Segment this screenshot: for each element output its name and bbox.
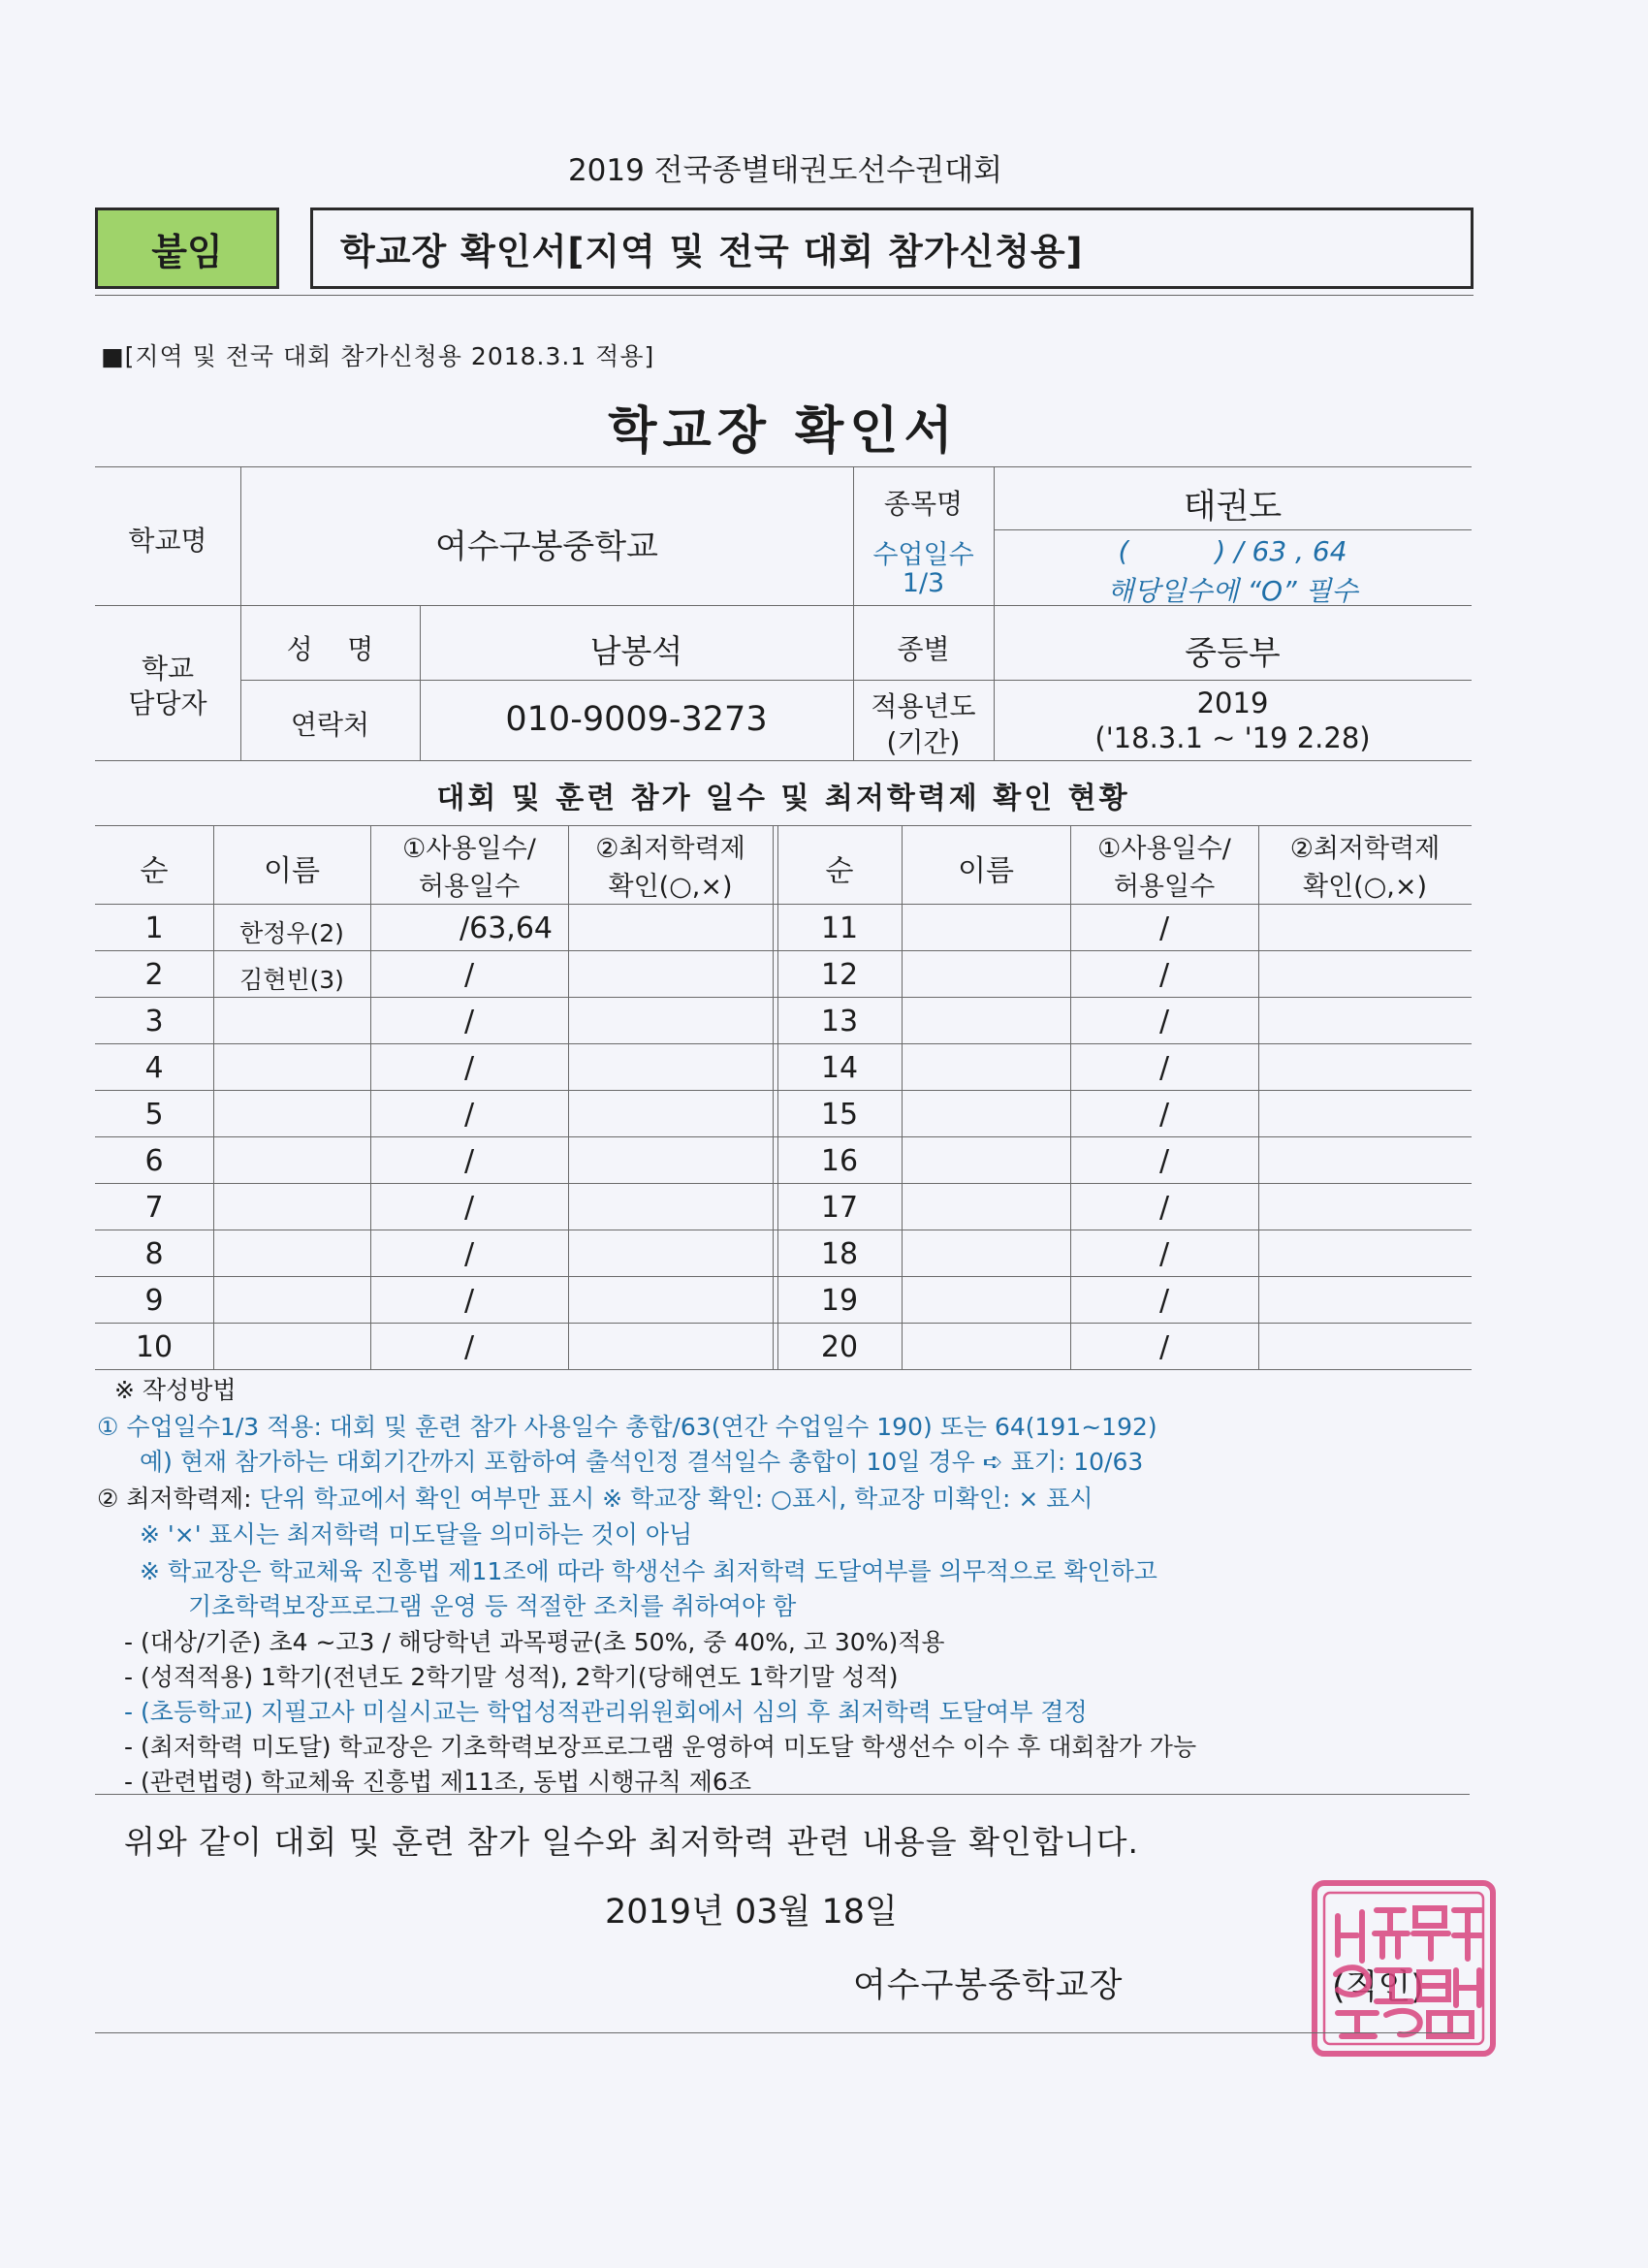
header-name-right: 이름 bbox=[958, 854, 1014, 888]
header-name: 이름 bbox=[264, 854, 320, 888]
row-no: 3 bbox=[144, 1005, 164, 1038]
contact-value: 010-9009-3273 bbox=[505, 700, 768, 739]
row-no: 8 bbox=[144, 1237, 164, 1271]
row-days: / bbox=[463, 1098, 475, 1132]
instruction-bullet: - (대상/기준) 초4 ~고3 / 해당학년 과목평균(초 50%, 중 40%, 고 30%)적용 bbox=[124, 1628, 945, 1656]
year-value-2: ('18.3.1 ~ '19 2.28) bbox=[1094, 721, 1371, 754]
header-check-1: ②최저학력제 bbox=[595, 834, 745, 864]
division-label: 종별 bbox=[897, 633, 950, 665]
confirmation-date: 2019년 03월 18일 bbox=[605, 1893, 898, 1932]
row-days: / bbox=[463, 1237, 475, 1271]
sport-value: 태권도 bbox=[1183, 488, 1283, 527]
header-used-1: ①사용일수/ bbox=[402, 834, 536, 864]
header-used-2: 허용일수 bbox=[418, 872, 521, 902]
row-name: 한정우(2) bbox=[239, 919, 344, 947]
row-days: / bbox=[463, 1330, 475, 1364]
doc-title: 학교장 확인서 bbox=[608, 402, 959, 461]
row-no: 1 bbox=[144, 911, 164, 945]
instruction-line: 예) 현재 참가하는 대회기간까지 포함하여 출석인정 결석일수 총합이 10일 경우 ➪ 표기: 10/63 bbox=[140, 1448, 1144, 1476]
row-days: / bbox=[1158, 1237, 1170, 1271]
attachment-badge bbox=[95, 208, 279, 289]
row-days: / bbox=[1158, 911, 1170, 945]
school-value: 여수구봉중학교 bbox=[435, 527, 658, 566]
school-label: 학교명 bbox=[128, 525, 207, 557]
row-no: 11 bbox=[820, 911, 859, 945]
header-divider bbox=[95, 295, 1474, 296]
division-value: 중등부 bbox=[1185, 634, 1281, 673]
instructions-divider bbox=[95, 1794, 1470, 1795]
header-check-right-1: ②최저학력제 bbox=[1289, 834, 1441, 864]
badge-label: 붙임 bbox=[151, 230, 223, 273]
row-no: 16 bbox=[820, 1144, 859, 1178]
row-no: 9 bbox=[144, 1284, 164, 1318]
row-days: /63,64 bbox=[460, 911, 553, 945]
section-title: 대회 및 훈련 참가 일수 및 최저학력제 확인 현황 bbox=[436, 782, 1130, 815]
seal-label: (직인) bbox=[1332, 1968, 1424, 2007]
row-days: / bbox=[463, 1191, 475, 1225]
row-days: / bbox=[463, 1284, 475, 1318]
row-no: 14 bbox=[820, 1051, 859, 1085]
row-days: / bbox=[463, 958, 475, 992]
instruction-prefix: ② 최저학력제: bbox=[97, 1485, 260, 1513]
manager-label-1: 학교 bbox=[141, 653, 195, 685]
header-title: 학교장 확인서[지역 및 전국 대회 참가신청용] bbox=[340, 231, 1084, 272]
row-no: 15 bbox=[820, 1098, 859, 1132]
row-days: / bbox=[1158, 1284, 1170, 1318]
name-label: 성 명 bbox=[286, 633, 374, 665]
row-days: / bbox=[1158, 1191, 1170, 1225]
header-used-right-2: 허용일수 bbox=[1113, 872, 1216, 902]
row-days: / bbox=[1158, 1051, 1170, 1085]
event-title: 2019 전국종별태권도선수권대회 bbox=[567, 153, 1003, 188]
row-no: 5 bbox=[144, 1098, 164, 1132]
header-title-box bbox=[310, 208, 1474, 289]
sport-label: 종목명 bbox=[883, 488, 964, 520]
confirmation-text: 위와 같이 대회 및 훈련 참가 일수와 최저학력 관련 내용을 확인합니다. bbox=[124, 1823, 1139, 1861]
row-no: 13 bbox=[820, 1005, 859, 1038]
days-value-1: ( ) / 63 , 64 bbox=[1118, 535, 1347, 567]
row-days: / bbox=[1158, 958, 1170, 992]
header-no-right: 순 bbox=[825, 854, 854, 888]
row-no: 19 bbox=[820, 1284, 859, 1318]
instruction-bullet: - (성적적용) 1학기(전년도 2학기말 성적), 2학기(당해연도 1학기말 성적) bbox=[124, 1663, 899, 1691]
instruction-line: ※ '×' 표시는 최저학력 미도달을 의미하는 것이 아님 bbox=[140, 1520, 693, 1549]
row-days: / bbox=[1158, 1098, 1170, 1132]
header-check-2: 확인(○,×) bbox=[608, 872, 733, 902]
row-days: / bbox=[1158, 1144, 1170, 1178]
bottom-divider bbox=[95, 2032, 1470, 2033]
row-no: 20 bbox=[820, 1330, 859, 1364]
row-days: / bbox=[463, 1144, 475, 1178]
days-value-2: 해당일수에 “O” 필수 bbox=[1107, 575, 1358, 607]
row-no: 18 bbox=[820, 1237, 859, 1271]
manager-label-2: 담당자 bbox=[128, 687, 207, 719]
row-no: 6 bbox=[144, 1144, 164, 1178]
row-days: / bbox=[1158, 1330, 1170, 1364]
header-used-right-1: ①사용일수/ bbox=[1097, 834, 1231, 864]
contact-label: 연락처 bbox=[290, 709, 370, 741]
row-days: / bbox=[463, 1051, 475, 1085]
instructions-heading: ※ 작성방법 bbox=[114, 1376, 237, 1404]
row-no: 2 bbox=[144, 958, 164, 992]
year-value-1: 2019 bbox=[1196, 687, 1269, 719]
principal-name: 여수구봉중학교장 bbox=[853, 1966, 1124, 2005]
days-label-2: 1/3 bbox=[902, 568, 945, 598]
row-no: 17 bbox=[820, 1191, 859, 1225]
row-no: 10 bbox=[135, 1330, 174, 1364]
row-days: / bbox=[1158, 1005, 1170, 1038]
year-label-1: 적용년도 bbox=[871, 690, 976, 722]
year-label-2: (기간) bbox=[886, 726, 961, 758]
days-label-1: 수업일수 bbox=[872, 540, 974, 570]
row-days: / bbox=[463, 1005, 475, 1038]
instruction-rest: 단위 학교에서 확인 여부만 표시 ※ 학교장 확인: ○표시, 학교장 미확인: × 표시 bbox=[259, 1485, 1093, 1513]
instruction-line bbox=[97, 1480, 1093, 1515]
header-check-right-2: 확인(○,×) bbox=[1303, 872, 1427, 902]
instruction-bullet: - (관련법령) 학교체육 진흥법 제11조, 동법 시행규칙 제6조 bbox=[124, 1768, 751, 1796]
name-value: 남봉석 bbox=[589, 632, 683, 670]
row-no: 4 bbox=[144, 1051, 164, 1085]
instruction-line: 기초학력보장프로그램 운영 등 적절한 조치를 취하여야 함 bbox=[188, 1592, 797, 1620]
instruction-bullet: - (초등학교) 지필고사 미실시교는 학업성적관리위원회에서 심의 후 최저학력 도달여부 결정 bbox=[124, 1698, 1088, 1726]
header-no: 순 bbox=[140, 854, 169, 888]
instruction-line: ※ 학교장은 학교체육 진흥법 제11조에 따라 학생선수 최저학력 도달여부를 의무적으로 확인하고 bbox=[140, 1557, 1157, 1585]
instruction-line: ① 수업일수1/3 적용: 대회 및 훈련 참가 사용일수 총합/63(연간 수업일수 190) 또는 64(191~192) bbox=[97, 1413, 1157, 1441]
instruction-bullet: - (최저학력 미도달) 학교장은 기초학력보장프로그램 운영하여 미도달 학생선수 이수 후 대회참가 가능 bbox=[124, 1733, 1197, 1761]
row-name: 김현빈(3) bbox=[239, 966, 344, 994]
row-no: 7 bbox=[144, 1191, 164, 1225]
row-no: 12 bbox=[820, 958, 859, 992]
note-line: ■[지역 및 전국 대회 참가신청용 2018.3.1 적용] bbox=[101, 342, 655, 370]
